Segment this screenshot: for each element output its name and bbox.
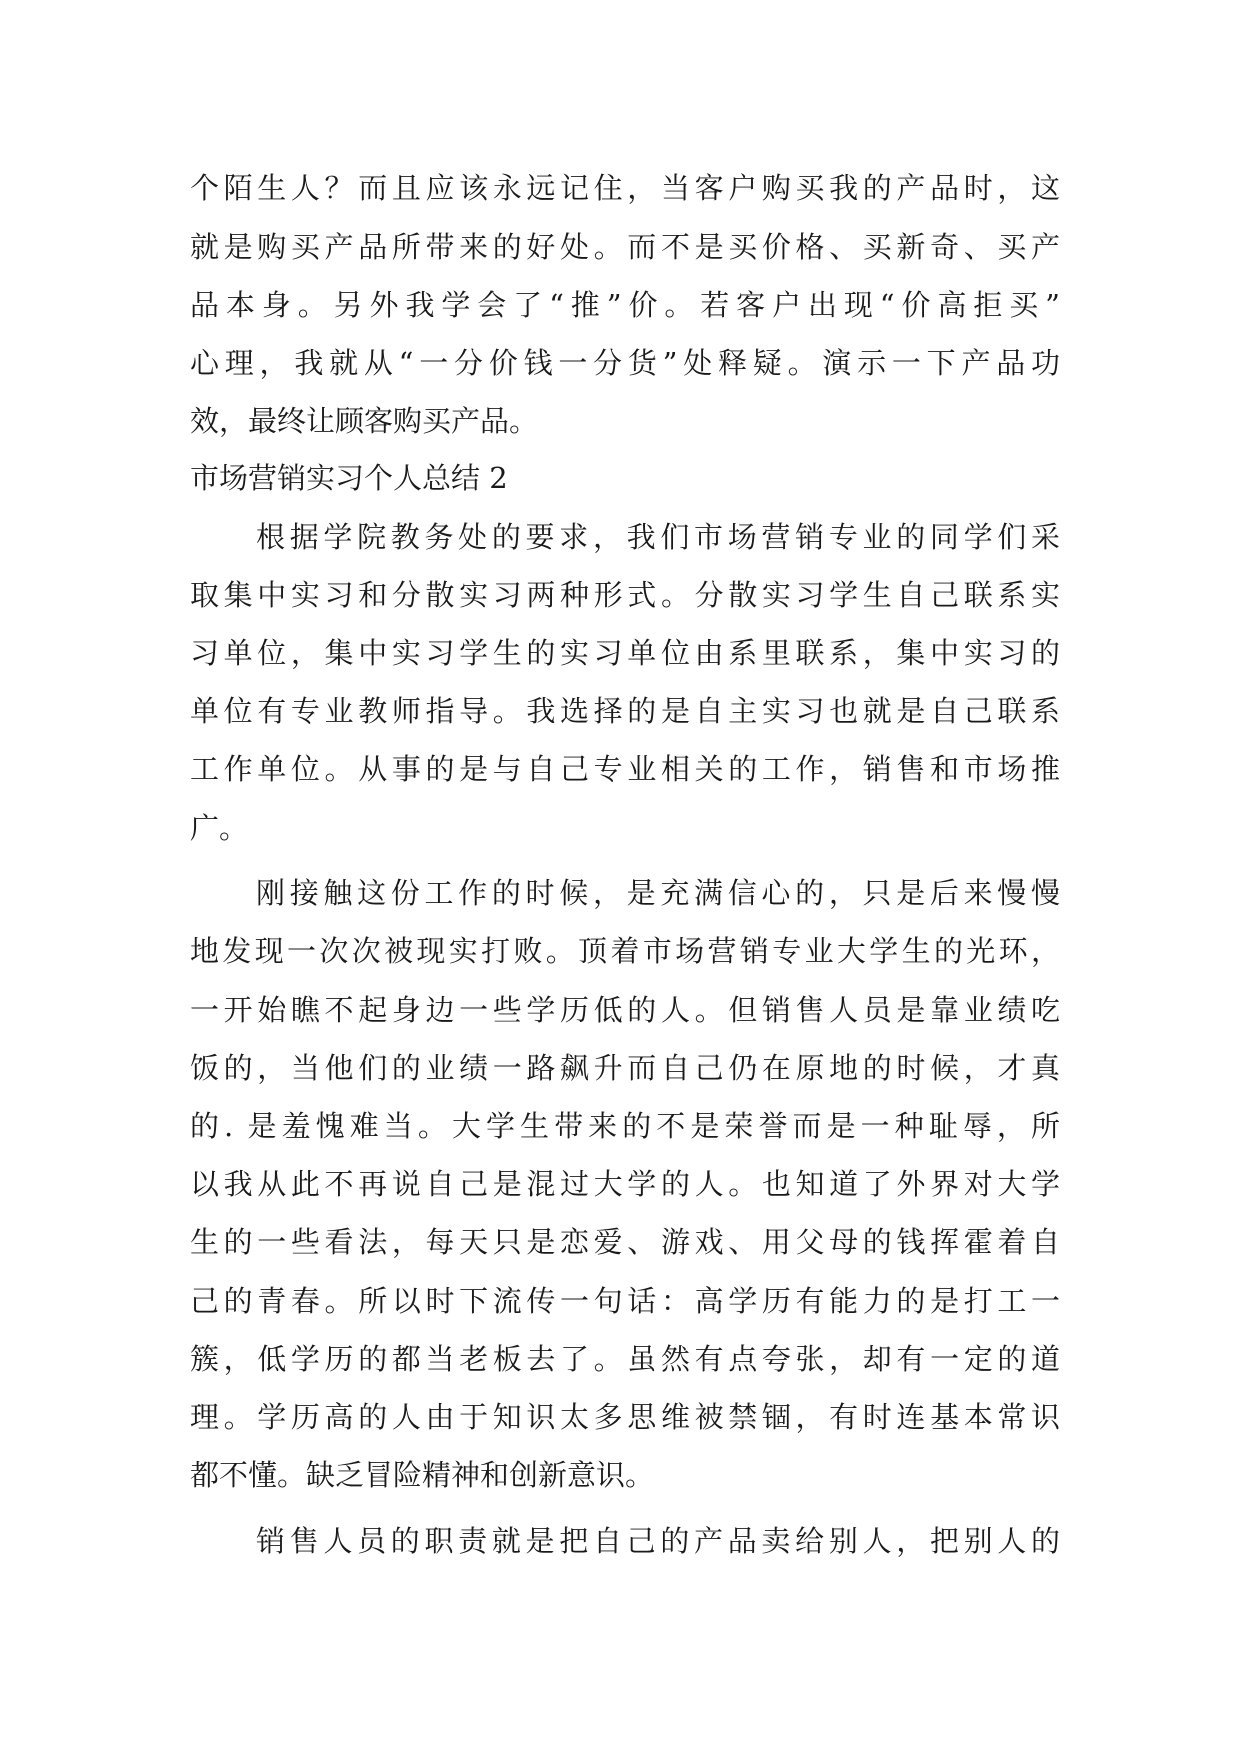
paragraph-line: 生的一些看法，每天只是恋爱、游戏、用父母的钱挥霍着自 (190, 1225, 1060, 1259)
paragraph-line: 品本身。另外我学会了“推”价。若客户出现“价高拒买” (190, 288, 1060, 322)
paragraph-line: 理。学历高的人由于知识太多思维被禁锢，有时连基本常识 (190, 1400, 1060, 1434)
paragraph-line: 个陌生人？而且应该永远记住，当客户购买我的产品时，这 (190, 171, 1060, 205)
paragraph-line: 工作单位。从事的是与自己专业相关的工作，销售和市场推 (190, 752, 1060, 786)
paragraph-line: 取集中实习和分散实习两种形式。分散实习学生自己联系实 (190, 578, 1060, 612)
paragraph-line: 习单位，集中实习学生的实习单位由系里联系，集中实习的 (190, 636, 1060, 670)
paragraph-line: 己的青春。所以时下流传一句话：高学历有能力的是打工一 (190, 1284, 1060, 1318)
paragraph-line: 饭的，当他们的业绩一路飙升而自己仍在原地的时候，才真 (190, 1051, 1060, 1085)
paragraph-line: 刚接触这份工作的时候，是充满信心的，只是后来慢慢 (256, 876, 1060, 910)
paragraph-line: 地发现一次次被现实打败。顶着市场营销专业大学生的光环， (190, 934, 1060, 968)
paragraph-line: 单位有专业教师指导。我选择的是自主实习也就是自己联系 (190, 694, 1060, 728)
paragraph-line: 一开始瞧不起身边一些学历低的人。但销售人员是靠业绩吃 (190, 993, 1060, 1027)
paragraph-line: 效，最终让顾客购买产品。 (190, 404, 539, 438)
paragraph-line: 以我从此不再说自己是混过大学的人。也知道了外界对大学 (190, 1167, 1060, 1201)
section-title: 市场营销实习个人总结 2 (190, 461, 508, 495)
paragraph-line: 心理，我就从“一分价钱一分货”处释疑。演示一下产品功 (190, 346, 1060, 380)
paragraph-line: 就是购买产品所带来的好处。而不是买价格、买新奇、买产 (190, 230, 1060, 264)
paragraph-line: 广。 (190, 811, 249, 845)
paragraph-line: 都不懂。缺乏冒险精神和创新意识。 (190, 1458, 655, 1492)
paragraph-line: 根据学院教务处的要求，我们市场营销专业的同学们采 (256, 520, 1060, 554)
paragraph-line: 簇，低学历的都当老板去了。虽然有点夸张，却有一定的道 (190, 1342, 1060, 1376)
paragraph-line: 的. 是羞愧难当。大学生带来的不是荣誉而是一种耻辱，所 (190, 1109, 1060, 1143)
paragraph-line: 销售人员的职责就是把自己的产品卖给别人，把别人的 (256, 1524, 1060, 1558)
